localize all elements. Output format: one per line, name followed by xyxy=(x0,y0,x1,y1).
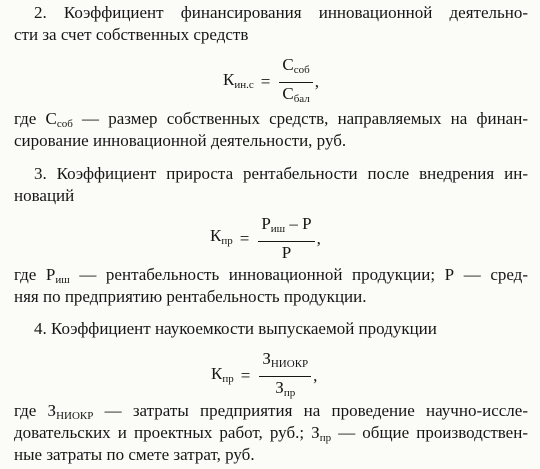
formula-denominator: Р xyxy=(281,243,292,262)
section3-where-line1: где $Р_{иш}$ — рентабельность инновационной продукции; Р — сред- xyxy=(14,265,528,286)
formula-comma: , xyxy=(316,228,321,248)
formula-fraction xyxy=(258,214,314,263)
formula-fraction xyxy=(279,55,312,109)
section3-formula xyxy=(210,214,321,263)
formula-fraction xyxy=(259,349,311,403)
formula-numerator: $С_{соб}$ xyxy=(279,55,312,83)
formula-lhs: $К_{пр}$ xyxy=(211,363,234,385)
section4-formula xyxy=(211,349,317,403)
section3-where-line2: няя по предприятию рентабельность продукции. xyxy=(14,287,367,306)
formula-comma: , xyxy=(314,72,320,91)
formula-lhs: $К_{пр}$ xyxy=(210,226,233,247)
formula-numerator: $Р_{иш}$ – Р xyxy=(258,214,314,242)
formula-denominator: $З_{пр}$ xyxy=(275,378,296,399)
formula-lhs: $К_{ин.с}$ xyxy=(223,69,254,91)
section2-heading-line2: сти за счет собственных средств xyxy=(14,25,249,44)
section4-where-line2: довательских и проектных работ, руб.; $З_{пр}$ — общие производствен- xyxy=(14,423,528,444)
formula-numerator: $З_{НИОКР}$ xyxy=(259,349,311,377)
formula-denominator: $С_{бал}$ xyxy=(282,84,310,105)
formula-equals: = xyxy=(240,366,251,385)
formula-comma: , xyxy=(313,366,318,385)
section4-where-line1: где $З_{НИОКР}$ — затраты предприятия на проведение научно-иссле- xyxy=(14,401,528,422)
section2-where-line1: где $С_{соб}$ — размер собственных средств, направляемых на финан- xyxy=(14,109,528,130)
section2-where-line2: сирование инновационной деятельности, руб. xyxy=(14,131,347,150)
section4-heading-line1: 4. Коэффициент наукоемкости выпускаемой продукции xyxy=(34,319,437,338)
section2-formula xyxy=(223,55,319,109)
formula-equals: = xyxy=(260,72,271,91)
section3-heading-line2: новаций xyxy=(14,186,75,205)
section3-heading-line1: 3. Коэффициент прироста рентабельности после внедрения ин- xyxy=(34,164,528,183)
section2-heading-line1: 2. Коэффициент финансирования инновационной деятельно- xyxy=(34,3,528,22)
formula-equals: = xyxy=(239,228,250,248)
section4-where-line3: ные затраты по смете затрат, руб. xyxy=(14,445,255,464)
